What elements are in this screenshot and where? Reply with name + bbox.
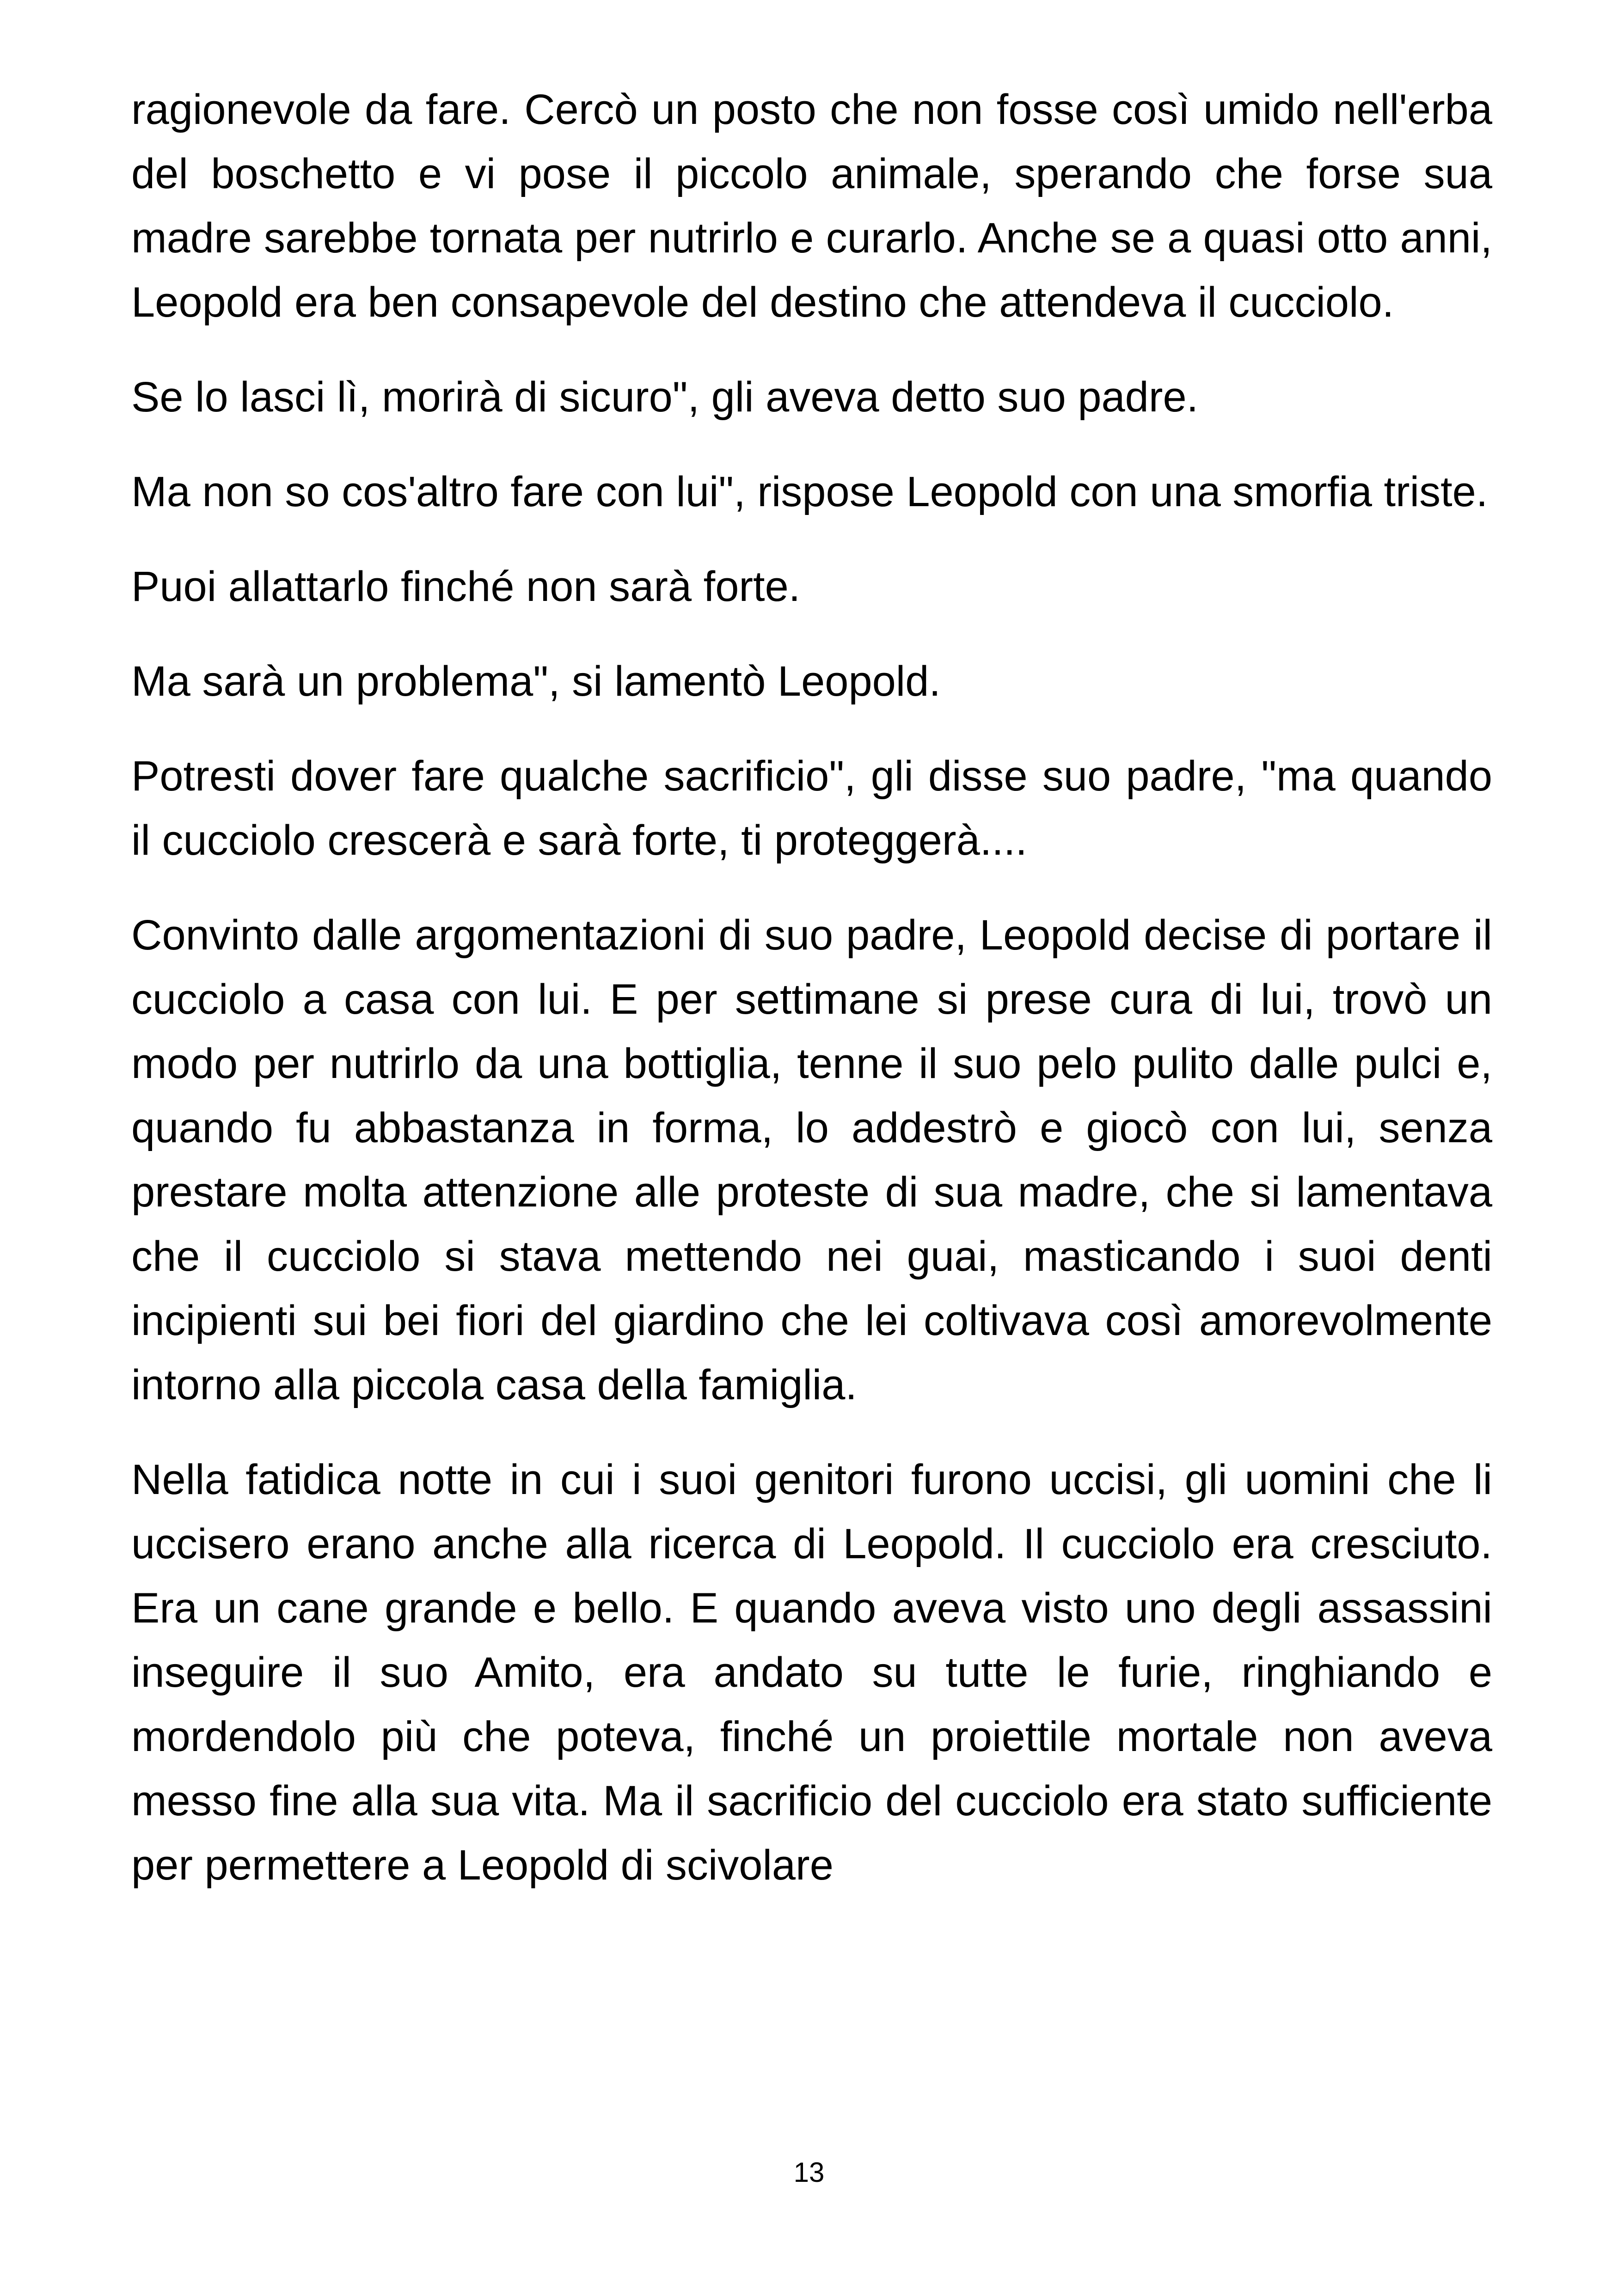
page-number: 13: [793, 2157, 825, 2188]
paragraph: Ma sarà un problema", si lamentò Leopold.: [131, 658, 941, 705]
body-text: [131, 78, 1492, 1898]
paragraph: Se lo lasci lì, morirà di sicuro", gli aveva detto suo padre.: [131, 373, 1199, 421]
paragraph: ragionevole da fare. Cercò un posto che non fosse così umido nell'erba del boschetto e vi pose il piccolo animale, sperando che forse sua madre sarebbe tornata per nutrirlo e curarlo. Anche se a quasi otto anni, Leopold era ben consapevole del destino che attendeva il cucciolo.: [131, 86, 1492, 326]
paragraph: Convinto dalle argomentazioni di suo padre, Leopold decise di portare il cucciolo a casa con lui. E per settimane si prese cura di lui, trovò un modo per nutrirlo da una bottiglia, tenne il suo pelo pulito dalle pulci e, quando fu abbastanza in forma, lo addestrò e giocò con lui, senza prestare molta attenzione alle proteste di sua madre, che si lamentava che il cucciolo si stava mettendo nei guai, masticando i suoi denti incipienti sui bei fiori del giardino che lei coltivava così amorevolmente intorno alla piccola casa della famiglia.: [131, 912, 1492, 1408]
paragraph: Ma non so cos'altro fare con lui", rispose Leopold con una smorfia triste.: [131, 468, 1488, 515]
paragraph: Potresti dover fare qualche sacrificio", gli disse suo padre, "ma quando il cucciolo crescerà e sarà forte, ti proteggerà....: [131, 753, 1492, 864]
paragraph: Nella fatidica notte in cui i suoi genitori furono uccisi, gli uomini che li uccisero erano anche alla ricerca di Leopold. Il cucciolo era cresciuto. Era un cane grande e bello. E quando aveva visto uno degli assassini inseguire il suo Amito, era andato su tutte le furie, ringhiando e mordendolo più che poteva, finché un proiettile mortale non aveva messo fine alla sua vita. Ma il sacrificio del cucciolo era stato sufficiente per permettere a Leopold di scivolare: [131, 1456, 1492, 1889]
paragraph: Puoi allattarlo finché non sarà forte.: [131, 563, 801, 610]
